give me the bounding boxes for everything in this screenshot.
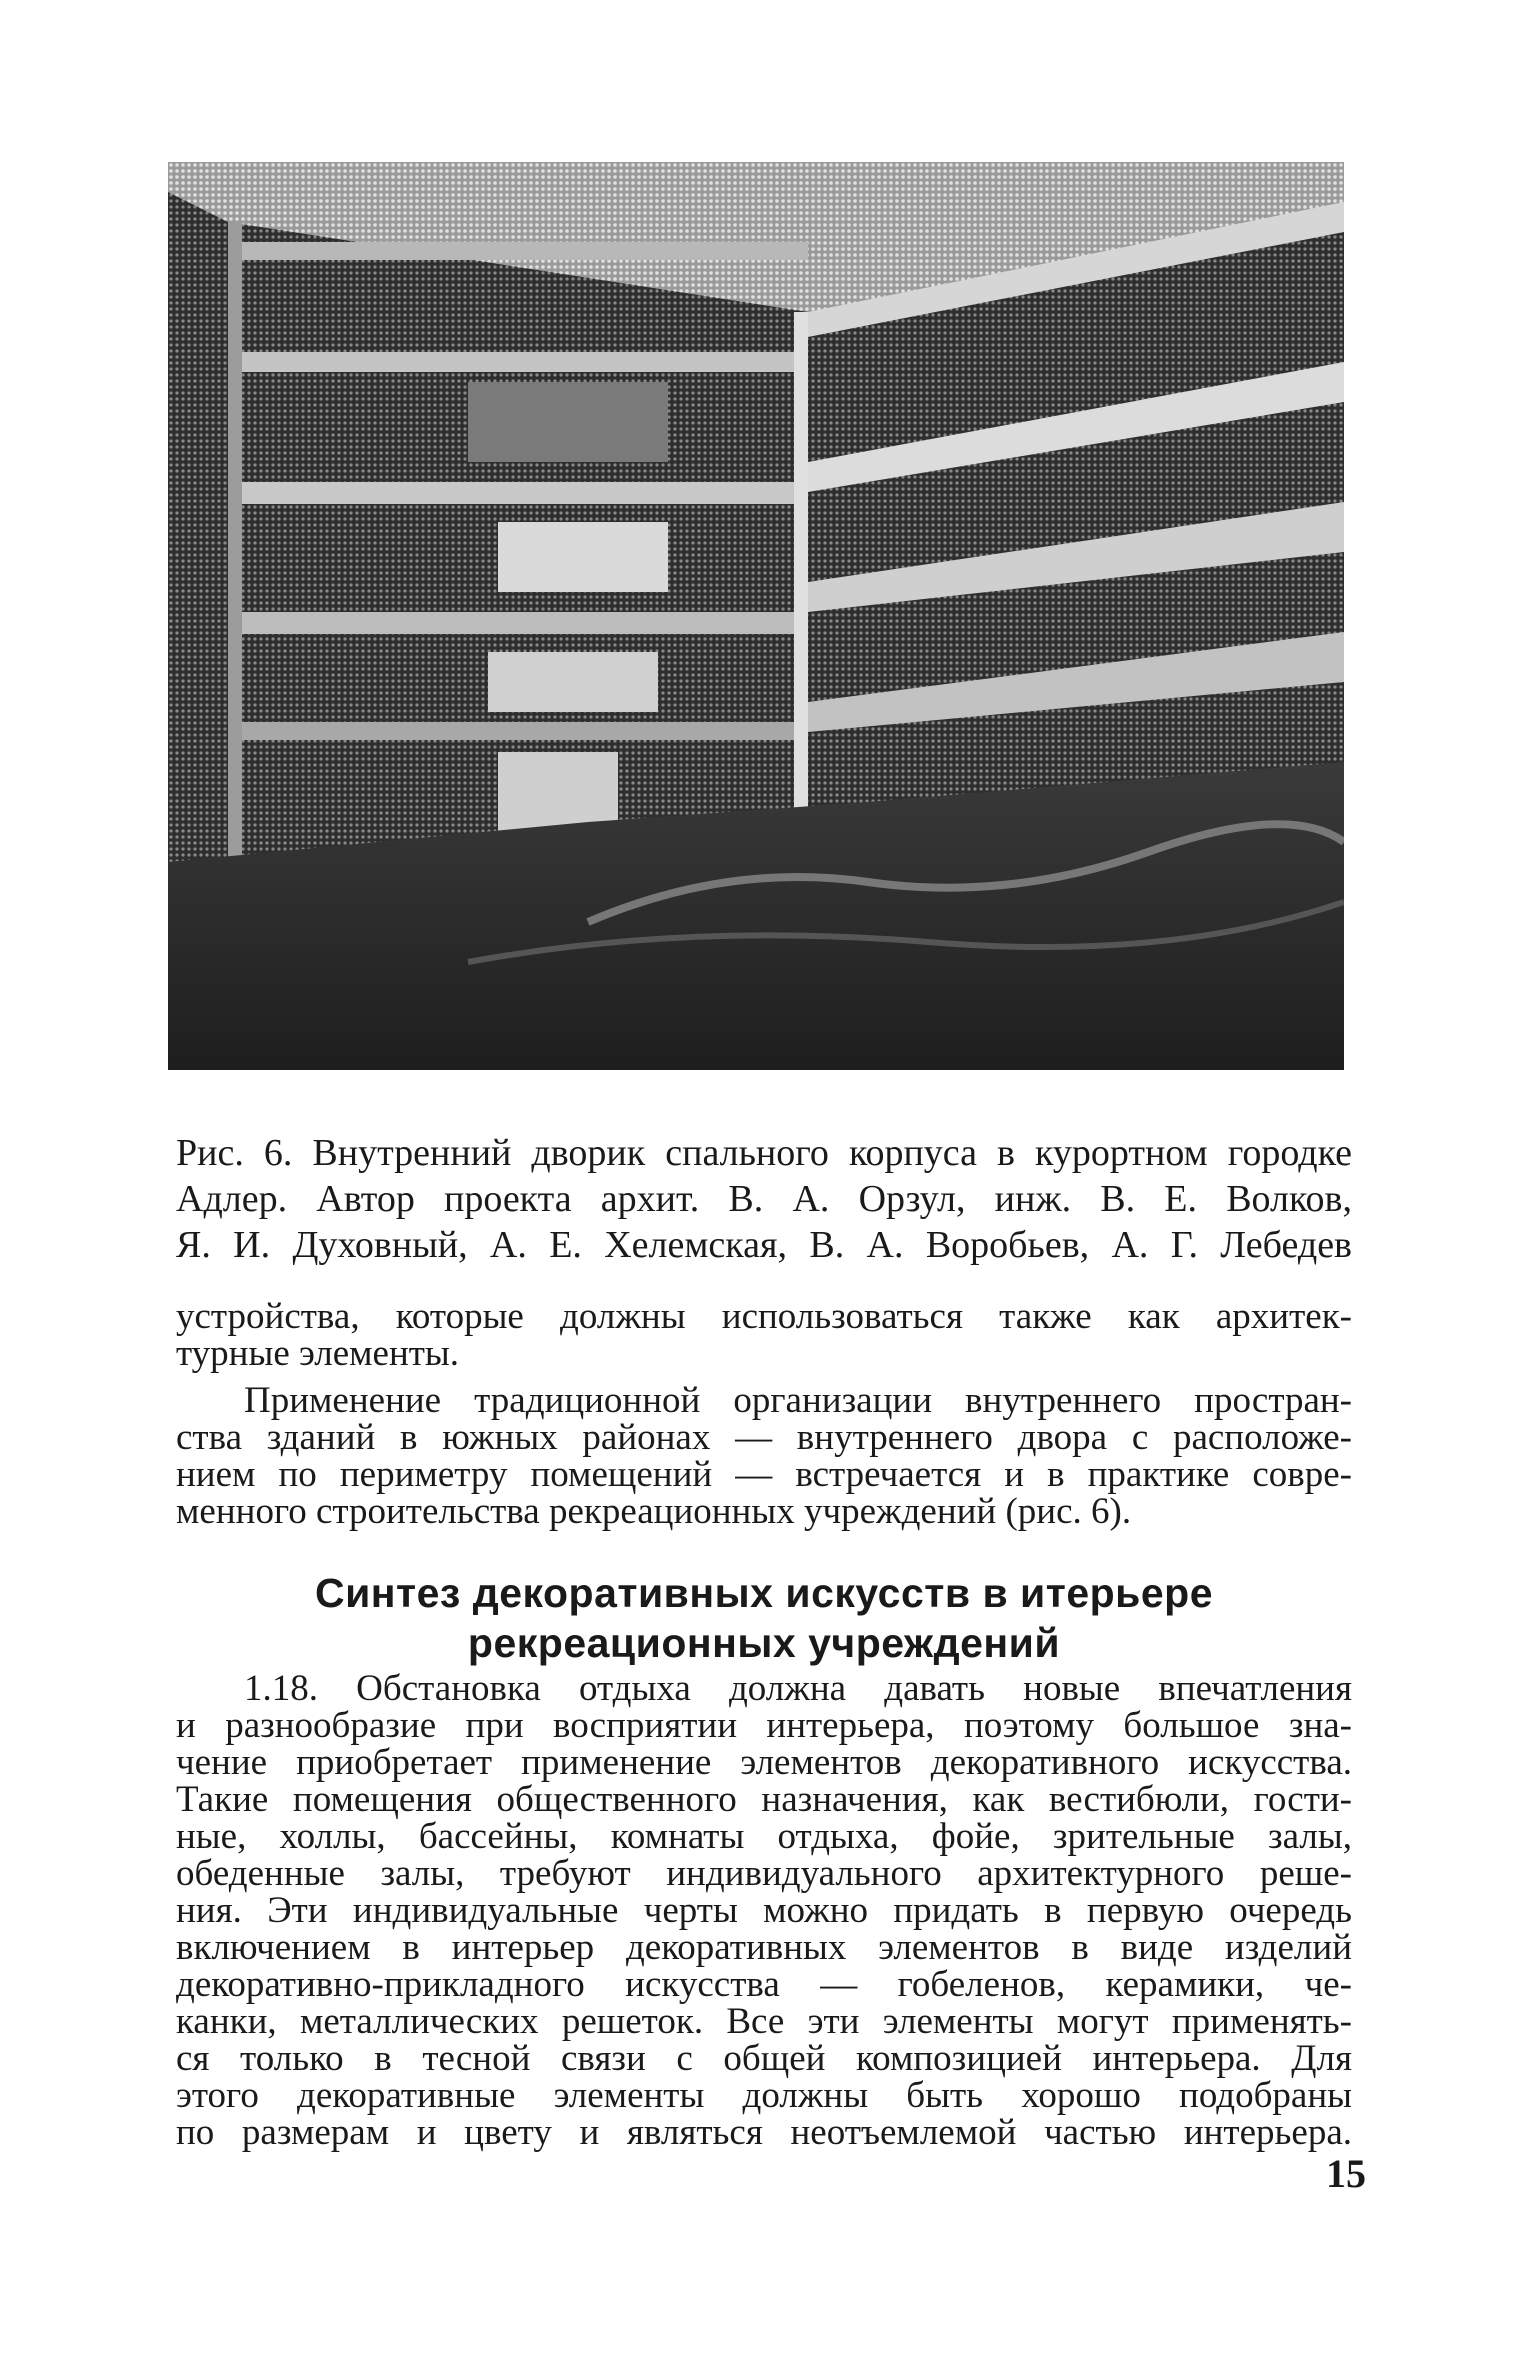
text-line: менного строительства рекреационных учреждений (рис. 6). bbox=[176, 1491, 1132, 1532]
text-line: декоративно-прикладного искусства — гобеленов, керамики, че- bbox=[176, 1964, 1352, 2005]
caption-line: Рис. 6. Внутренний дворик спального корпуса в курортном городке bbox=[176, 1132, 1352, 1174]
caption-line: Я. И. Духовный, А. Е. Хелемская, В. А. Воробьев, А. Г. Лебедев bbox=[176, 1224, 1352, 1266]
text-line: канки, металлических решеток. Все эти элементы могут применять- bbox=[176, 2001, 1352, 2042]
text-line: турные элементы. bbox=[176, 1333, 460, 1374]
figure-caption bbox=[176, 1130, 1352, 1268]
text-line: ния. Эти индивидуальные черты можно придать в первую очередь bbox=[176, 1890, 1352, 1931]
text-line: по размерам и цвету и являться неотъемлемой частью интерьера. bbox=[176, 2112, 1352, 2153]
page-number: 15 bbox=[1326, 2151, 1366, 2196]
text-line: устройства, которые должны использоваться также как архитек- bbox=[176, 1296, 1352, 1337]
paragraph-decorative-arts bbox=[176, 1670, 1352, 2151]
text-line: этого декоративные элементы должны быть хорошо подобраны bbox=[176, 2075, 1352, 2116]
text-line: Такие помещения общественного назначения, как вестибюли, гости- bbox=[176, 1779, 1352, 1820]
text-line: и разнообразие при восприятии интерьера, поэтому большое зна- bbox=[176, 1705, 1352, 1746]
heading-line: рекреационных учреждений bbox=[467, 1620, 1061, 1666]
paragraph-continued bbox=[176, 1298, 1352, 1372]
text-line: ся только в тесной связи с общей композицией интерьера. Для bbox=[176, 2038, 1352, 2079]
text-line: чение приобретает применение элементов декоративного искусства. bbox=[176, 1742, 1352, 1783]
caption-line: Адлер. Автор проекта архит. В. А. Орзул, инж. В. Е. Волков, bbox=[176, 1178, 1352, 1220]
courtyard-photo bbox=[168, 162, 1344, 1070]
courtyard-photo-drawing bbox=[168, 162, 1344, 1070]
paragraph-courtyard bbox=[176, 1382, 1352, 1530]
section-heading bbox=[176, 1568, 1352, 1668]
text-line: ства зданий в южных районах — внутреннего двора с расположе- bbox=[176, 1417, 1352, 1458]
text-line: обеденные залы, требуют индивидуального архитектурного реше- bbox=[176, 1853, 1352, 1894]
text-line: Применение традиционной организации внутреннего простран- bbox=[244, 1380, 1352, 1421]
text-line: включением в интерьер декоративных элементов в виде изделий bbox=[176, 1927, 1352, 1968]
text-line: 1.18. Обстановка отдыха должна давать новые впечатления bbox=[244, 1668, 1352, 1709]
heading-line: Синтез декоративных искусств в итерьере bbox=[314, 1570, 1214, 1616]
text-line: нием по периметру помещений — встречается и в практике совре- bbox=[176, 1454, 1352, 1495]
text-line: ные, холлы, бассейны, комнаты отдыха, фойе, зрительные залы, bbox=[176, 1816, 1352, 1857]
